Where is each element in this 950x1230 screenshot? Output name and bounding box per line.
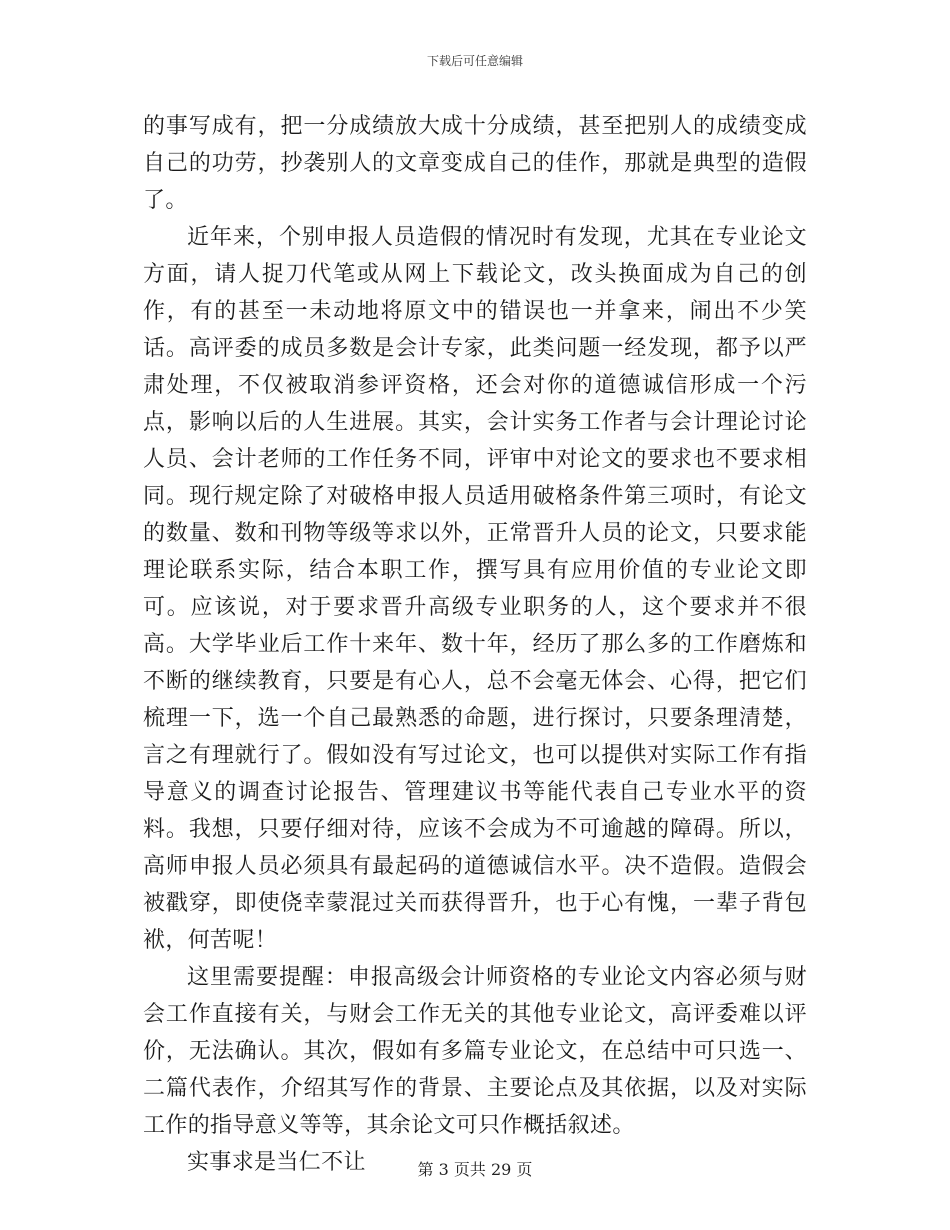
page-header: 下载后可任意编辑 [426,54,523,68]
document-body [143,108,807,1181]
paragraph-4-heading: 实事求是当仁不让 [187,1150,366,1175]
page-footer: 第 3 页共 29 页 [417,1160,533,1179]
paragraph-2: 近年来，个别申报人员造假的情况时有发现，尤其在专业论文方面，请人捉刀代笔或从网上下载论文，改头换面成为自己的创作，有的甚至一未动地将原文中的错误也一并拿来，闹出不少笑话。高评委的成员多数是会计专家，此类问题一经发现，都予以严肃处理，不仅被取消参评资格，还会对你的道德诚信形成一个污点，影响以后的人生进展。其实，会计实务工作者与会计理论讨论人员、会计老师的工作任务不同，评审中对论文的要求也不要求相同。现行规定除了对破格申报人员适用破格条件第三项时，有论文的数量、数和刊物等级等求以外，正常晋升人员的论文，只要求能理论联系实际，结合本职工作，撰写具有应用价值的专业论文即可。应该说，对于要求晋升高级专业职务的人，这个要求并不很高。大学毕业后工作十来年、数十年，经历了那么多的工作磨炼和不断的继续教育，只要是有心人，总不会毫无体会、心得，把它们梳理一下，选一个自己最熟悉的命题，进行探讨，只要条理清楚，言之有理就行了。假如没有写过论文，也可以提供对实际工作有指导意义的调查讨论报告、管理建议书等能代表自己专业水平的资料。我想，只要仔细对待，应该不会成为不可逾越的障碍。所以，高师申报人员必须具有最起码的道德诚信水平。决不造假。造假会被戳穿，即使侥幸蒙混过关而获得晋升，也于心有愧，一辈子背包袱，何苦呢！ [143,225,807,953]
paragraph-3: 这里需要提醒：申报高级会计师资格的专业论文内容必须与财会工作直接有关，与财会工作无关的其他专业论文，高评委难以评价，无法确认。其次，假如有多篇专业论文，在总结中可只选一、二篇代表作，介绍其写作的背景、主要论点及其依据，以及对实际工作的指导意义等等，其余论文可只作概括叙述。 [143,965,807,1138]
paragraph-1: 的事写成有，把一分成绩放大成十分成绩，甚至把别人的成绩变成自己的功劳，抄袭别人的文章变成自己的佳作，那就是典型的造假了。 [143,114,807,213]
